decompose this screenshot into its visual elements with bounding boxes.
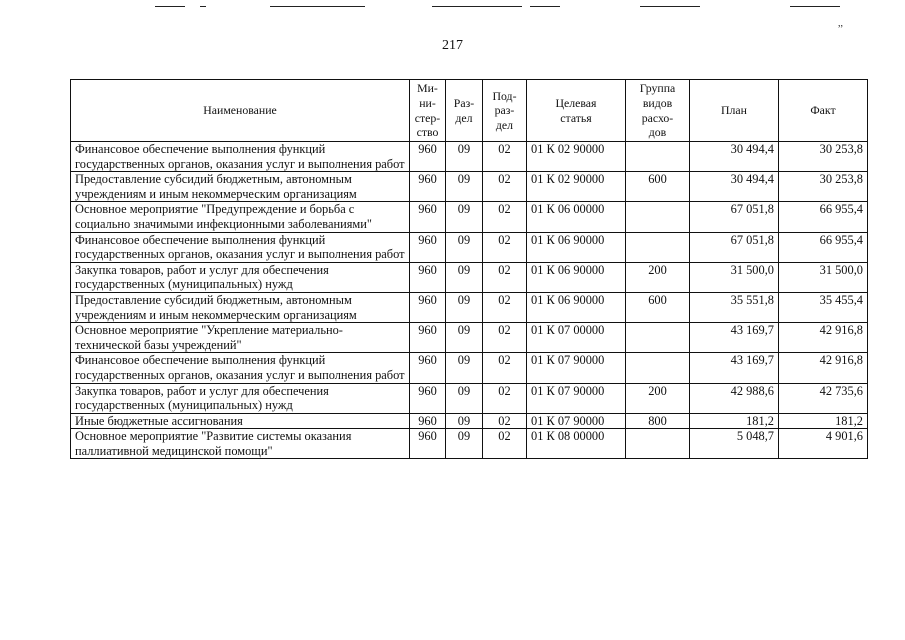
cell-group: 200 (626, 262, 690, 292)
cell-plan: 42 988,6 (690, 383, 779, 413)
cell-name: Иные бюджетные ассигнования (71, 413, 410, 429)
cell-ministry: 960 (410, 262, 446, 292)
scan-line (432, 6, 522, 7)
table-row (71, 353, 868, 383)
cell-name: Предоставление субсидий бюджетным, автономным учреждениям и иным некоммерческим организациям (71, 292, 410, 322)
cell-subsection: 02 (483, 353, 527, 383)
table-row (71, 202, 868, 232)
cell-name: Основное мероприятие "Развитие системы оказания паллиативной медицинской помощи" (71, 429, 410, 459)
cell-fact: 35 455,4 (779, 292, 868, 322)
cell-plan: 43 169,7 (690, 353, 779, 383)
cell-group (626, 202, 690, 232)
header-target: Целевая статья (527, 80, 626, 142)
cell-fact: 42 916,8 (779, 323, 868, 353)
cell-target: 01 К 06 90000 (527, 292, 626, 322)
header-subsection: Под- раз- дел (483, 80, 527, 142)
cell-ministry: 960 (410, 142, 446, 172)
cell-target: 01 К 02 90000 (527, 172, 626, 202)
cell-subsection: 02 (483, 323, 527, 353)
cell-section: 09 (446, 413, 483, 429)
cell-target: 01 К 06 90000 (527, 232, 626, 262)
cell-target: 01 К 07 90000 (527, 413, 626, 429)
cell-ministry: 960 (410, 202, 446, 232)
cell-plan: 30 494,4 (690, 142, 779, 172)
cell-target: 01 К 08 00000 (527, 429, 626, 459)
cell-target: 01 К 07 00000 (527, 323, 626, 353)
cell-plan: 31 500,0 (690, 262, 779, 292)
cell-section: 09 (446, 383, 483, 413)
cell-name: Закупка товаров, работ и услуг для обеспечения государственных (муниципальных) нужд (71, 262, 410, 292)
cell-group: 800 (626, 413, 690, 429)
table-row (71, 142, 868, 172)
cell-name: Закупка товаров, работ и услуг для обеспечения государственных (муниципальных) нужд (71, 383, 410, 413)
cell-fact: 31 500,0 (779, 262, 868, 292)
header-plan: План (690, 80, 779, 142)
cell-group: 200 (626, 383, 690, 413)
cell-subsection: 02 (483, 202, 527, 232)
cell-group: 600 (626, 292, 690, 322)
cell-fact: 42 916,8 (779, 353, 868, 383)
cell-ministry: 960 (410, 429, 446, 459)
cell-name: Финансовое обеспечение выполнения функций государственных органов, оказания услуг и выполнения работ (71, 142, 410, 172)
table-row (71, 383, 868, 413)
cell-section: 09 (446, 292, 483, 322)
cell-section: 09 (446, 232, 483, 262)
scan-line (530, 6, 560, 7)
header-section: Раз- дел (446, 80, 483, 142)
cell-subsection: 02 (483, 292, 527, 322)
cell-section: 09 (446, 262, 483, 292)
header-fact: Факт (779, 80, 868, 142)
cell-target: 01 К 06 90000 (527, 262, 626, 292)
scan-line (155, 6, 185, 7)
cell-subsection: 02 (483, 413, 527, 429)
cell-section: 09 (446, 353, 483, 383)
cell-section: 09 (446, 142, 483, 172)
scan-line (640, 6, 700, 7)
cell-subsection: 02 (483, 142, 527, 172)
cell-plan: 30 494,4 (690, 172, 779, 202)
cell-target: 01 К 07 90000 (527, 383, 626, 413)
cell-group (626, 429, 690, 459)
table-row (71, 413, 868, 429)
cell-ministry: 960 (410, 383, 446, 413)
cell-plan: 5 048,7 (690, 429, 779, 459)
cell-section: 09 (446, 429, 483, 459)
cell-subsection: 02 (483, 232, 527, 262)
table-row (71, 262, 868, 292)
table-row (71, 172, 868, 202)
table-row (71, 292, 868, 322)
page-number: 217 (442, 38, 463, 53)
cell-section: 09 (446, 323, 483, 353)
cell-plan: 35 551,8 (690, 292, 779, 322)
header-group: Группа видов расхо- дов (626, 80, 690, 142)
cell-group (626, 232, 690, 262)
cell-fact: 181,2 (779, 413, 868, 429)
cell-plan: 67 051,8 (690, 202, 779, 232)
cell-group: 600 (626, 172, 690, 202)
table-row (71, 232, 868, 262)
cell-ministry: 960 (410, 353, 446, 383)
cell-section: 09 (446, 202, 483, 232)
cell-fact: 42 735,6 (779, 383, 868, 413)
budget-table (70, 79, 868, 459)
cell-plan: 67 051,8 (690, 232, 779, 262)
cell-name: Основное мероприятие "Укрепление материально-технической базы учреждений" (71, 323, 410, 353)
cell-ministry: 960 (410, 323, 446, 353)
cell-ministry: 960 (410, 172, 446, 202)
cell-fact: 66 955,4 (779, 232, 868, 262)
table-row (71, 429, 868, 459)
cell-name: Финансовое обеспечение выполнения функций государственных органов, оказания услуг и выполнения работ (71, 232, 410, 262)
header-name: Наименование (71, 80, 410, 142)
cell-name: Основное мероприятие "Предупреждение и борьба с социально значимыми инфекционными заболеваниями" (71, 202, 410, 232)
cell-subsection: 02 (483, 172, 527, 202)
cell-target: 01 К 07 90000 (527, 353, 626, 383)
scan-line (270, 6, 365, 7)
cell-target: 01 К 02 90000 (527, 142, 626, 172)
cell-target: 01 К 06 00000 (527, 202, 626, 232)
cell-ministry: 960 (410, 292, 446, 322)
cell-fact: 4 901,6 (779, 429, 868, 459)
scan-dot: ,, (838, 18, 843, 29)
table-row (71, 323, 868, 353)
cell-fact: 30 253,8 (779, 172, 868, 202)
cell-fact: 66 955,4 (779, 202, 868, 232)
cell-subsection: 02 (483, 262, 527, 292)
cell-fact: 30 253,8 (779, 142, 868, 172)
cell-plan: 181,2 (690, 413, 779, 429)
cell-plan: 43 169,7 (690, 323, 779, 353)
cell-group (626, 142, 690, 172)
scan-line (790, 6, 840, 7)
cell-name: Финансовое обеспечение выполнения функций государственных органов, оказания услуг и выполнения работ (71, 353, 410, 383)
cell-subsection: 02 (483, 383, 527, 413)
header-row (71, 80, 868, 142)
cell-group (626, 353, 690, 383)
cell-ministry: 960 (410, 232, 446, 262)
scan-line (200, 6, 206, 7)
cell-ministry: 960 (410, 413, 446, 429)
cell-subsection: 02 (483, 429, 527, 459)
header-ministry: Ми- ни- стер- ство (410, 80, 446, 142)
cell-name: Предоставление субсидий бюджетным, автономным учреждениям и иным некоммерческим организациям (71, 172, 410, 202)
cell-group (626, 323, 690, 353)
cell-section: 09 (446, 172, 483, 202)
